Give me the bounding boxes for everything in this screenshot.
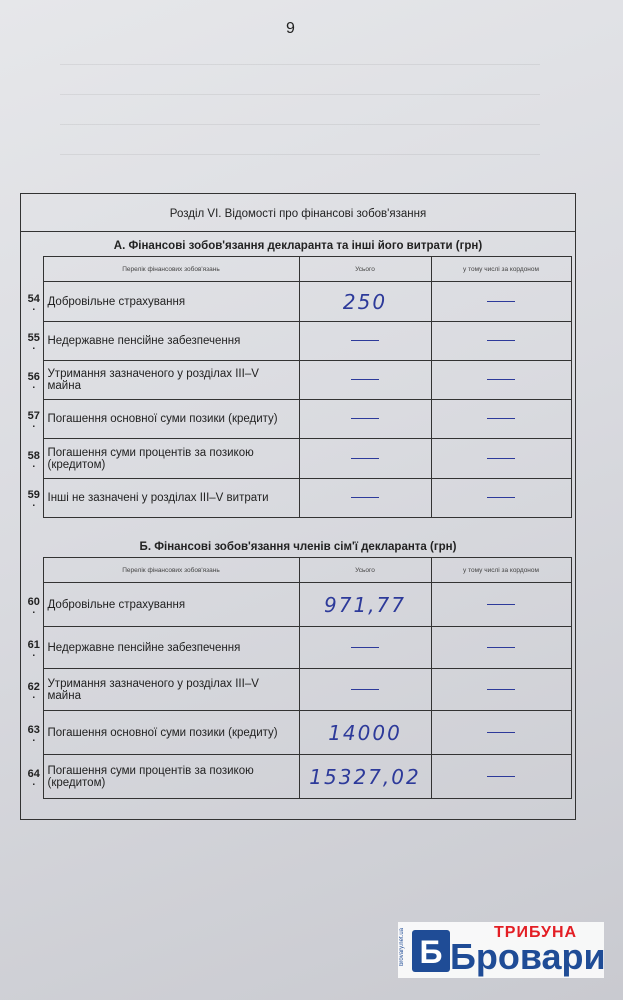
row-label: Добровільне страхування: [43, 583, 299, 627]
dash-mark: [351, 497, 379, 498]
logo-emblem-icon: [412, 930, 450, 972]
dash-mark: [487, 418, 515, 419]
header-abroad: у тому числі за кордоном: [431, 257, 571, 282]
dash-mark: [487, 647, 515, 648]
part-a-table: [25, 256, 572, 518]
header-list: Перелік фінансових зобов'язань: [43, 257, 299, 282]
dash-mark: [351, 458, 379, 459]
row-number: 64: [27, 767, 40, 780]
dash-mark: [351, 689, 379, 690]
dash-mark: [487, 776, 515, 777]
dash-mark: [351, 379, 379, 380]
row-label: Недержавне пенсійне забезпечення: [43, 627, 299, 669]
handwritten-total: 14000: [328, 720, 402, 745]
header-abroad: у тому числі за кордоном: [431, 558, 571, 583]
table-row: 57 . Погашення основної суми позики (кредиту): [25, 400, 571, 439]
dash-mark: [487, 301, 515, 302]
dash-mark: [351, 340, 379, 341]
dash-mark: [487, 732, 515, 733]
header-list: Перелік фінансових зобов'язань: [43, 558, 299, 583]
handwritten-total: 250: [342, 289, 388, 314]
handwritten-total: 971,77: [324, 592, 406, 617]
row-number: 55: [27, 332, 40, 344]
table-row: 62 . Утримання зазначеного у розділах III–V майна: [25, 669, 571, 711]
row-number: 54: [27, 292, 40, 305]
divider: [21, 231, 575, 232]
page-number: 9: [286, 20, 295, 37]
svg-text:Б: Б: [419, 934, 443, 970]
table-row: 63 . Погашення основної суми позики (кредиту) 14000: [25, 711, 571, 755]
table-row: 55 . Недержавне пенсійне забезпечення: [25, 322, 571, 361]
table-row: 59 . Інші не зазначені у розділах III–V витрати: [25, 479, 571, 518]
table-row: 61 . Недержавне пенсійне забезпечення: [25, 627, 571, 669]
row-number: 56: [27, 371, 40, 383]
part-b-table: [25, 557, 572, 799]
handwritten-total: 15327,02: [309, 764, 421, 789]
part-b-title: Б. Фінансові зобов'язання членів сім'ї декларанта (грн): [139, 541, 457, 553]
row-number: 61: [27, 638, 40, 651]
row-label: Утримання зазначеного у розділах III–V майна: [43, 361, 299, 400]
tribuna-brovary-logo: [398, 922, 604, 978]
row-label: Погашення суми процентів за позикою (кредитом): [43, 755, 299, 799]
dash-mark: [487, 689, 515, 690]
dash-mark: [351, 418, 379, 419]
table-row: 58 . Погашення суми процентів за позикою (кредитом): [25, 439, 571, 479]
row-label: Добровільне страхування: [43, 282, 299, 322]
logo-brand-top: ТРИБУНА: [494, 924, 578, 941]
table-header-row: [25, 558, 571, 583]
dash-mark: [487, 340, 515, 341]
logo-site-text: brovary.net.ua: [399, 928, 405, 966]
dash-mark: [487, 379, 515, 380]
bleed-through-text: [60, 50, 540, 170]
header-total: Усього: [299, 257, 431, 282]
row-number: 59: [27, 489, 40, 501]
row-number: 58: [27, 449, 40, 462]
row-number: 63: [27, 723, 40, 736]
header-total: Усього: [299, 558, 431, 583]
row-label: Погашення суми процентів за позикою (кредитом): [43, 439, 299, 479]
dash-mark: [351, 647, 379, 648]
logo-brand-main: Бровари: [450, 936, 606, 977]
row-label: Інші не зазначені у розділах III–V витрати: [43, 479, 299, 518]
section-title: Розділ VI. Відомості про фінансові зобов'язання: [169, 208, 427, 220]
row-label: Погашення основної суми позики (кредиту): [43, 711, 299, 755]
dash-mark: [487, 458, 515, 459]
part-a-title: А. Фінансові зобов'язання декларанта та інші його витрати (грн): [113, 240, 483, 252]
row-label: Недержавне пенсійне забезпечення: [43, 322, 299, 361]
table-row: 56 . Утримання зазначеного у розділах III–V майна: [25, 361, 571, 400]
row-number: 62: [27, 680, 40, 693]
row-label: Утримання зазначеного у розділах III–V майна: [43, 669, 299, 711]
table-header-row: [25, 257, 571, 282]
table-row: 64 . Погашення суми процентів за позикою (кредитом) 15327,02: [25, 755, 571, 799]
row-number: 57: [27, 410, 40, 422]
table-row: 60 . Добровільне страхування 971,77: [25, 583, 571, 627]
dash-mark: [487, 497, 515, 498]
section-frame: [20, 193, 576, 820]
dash-mark: [487, 604, 515, 605]
table-row: 54 . Добровільне страхування 250: [25, 282, 571, 322]
row-label: Погашення основної суми позики (кредиту): [43, 400, 299, 439]
row-number: 60: [27, 595, 40, 608]
